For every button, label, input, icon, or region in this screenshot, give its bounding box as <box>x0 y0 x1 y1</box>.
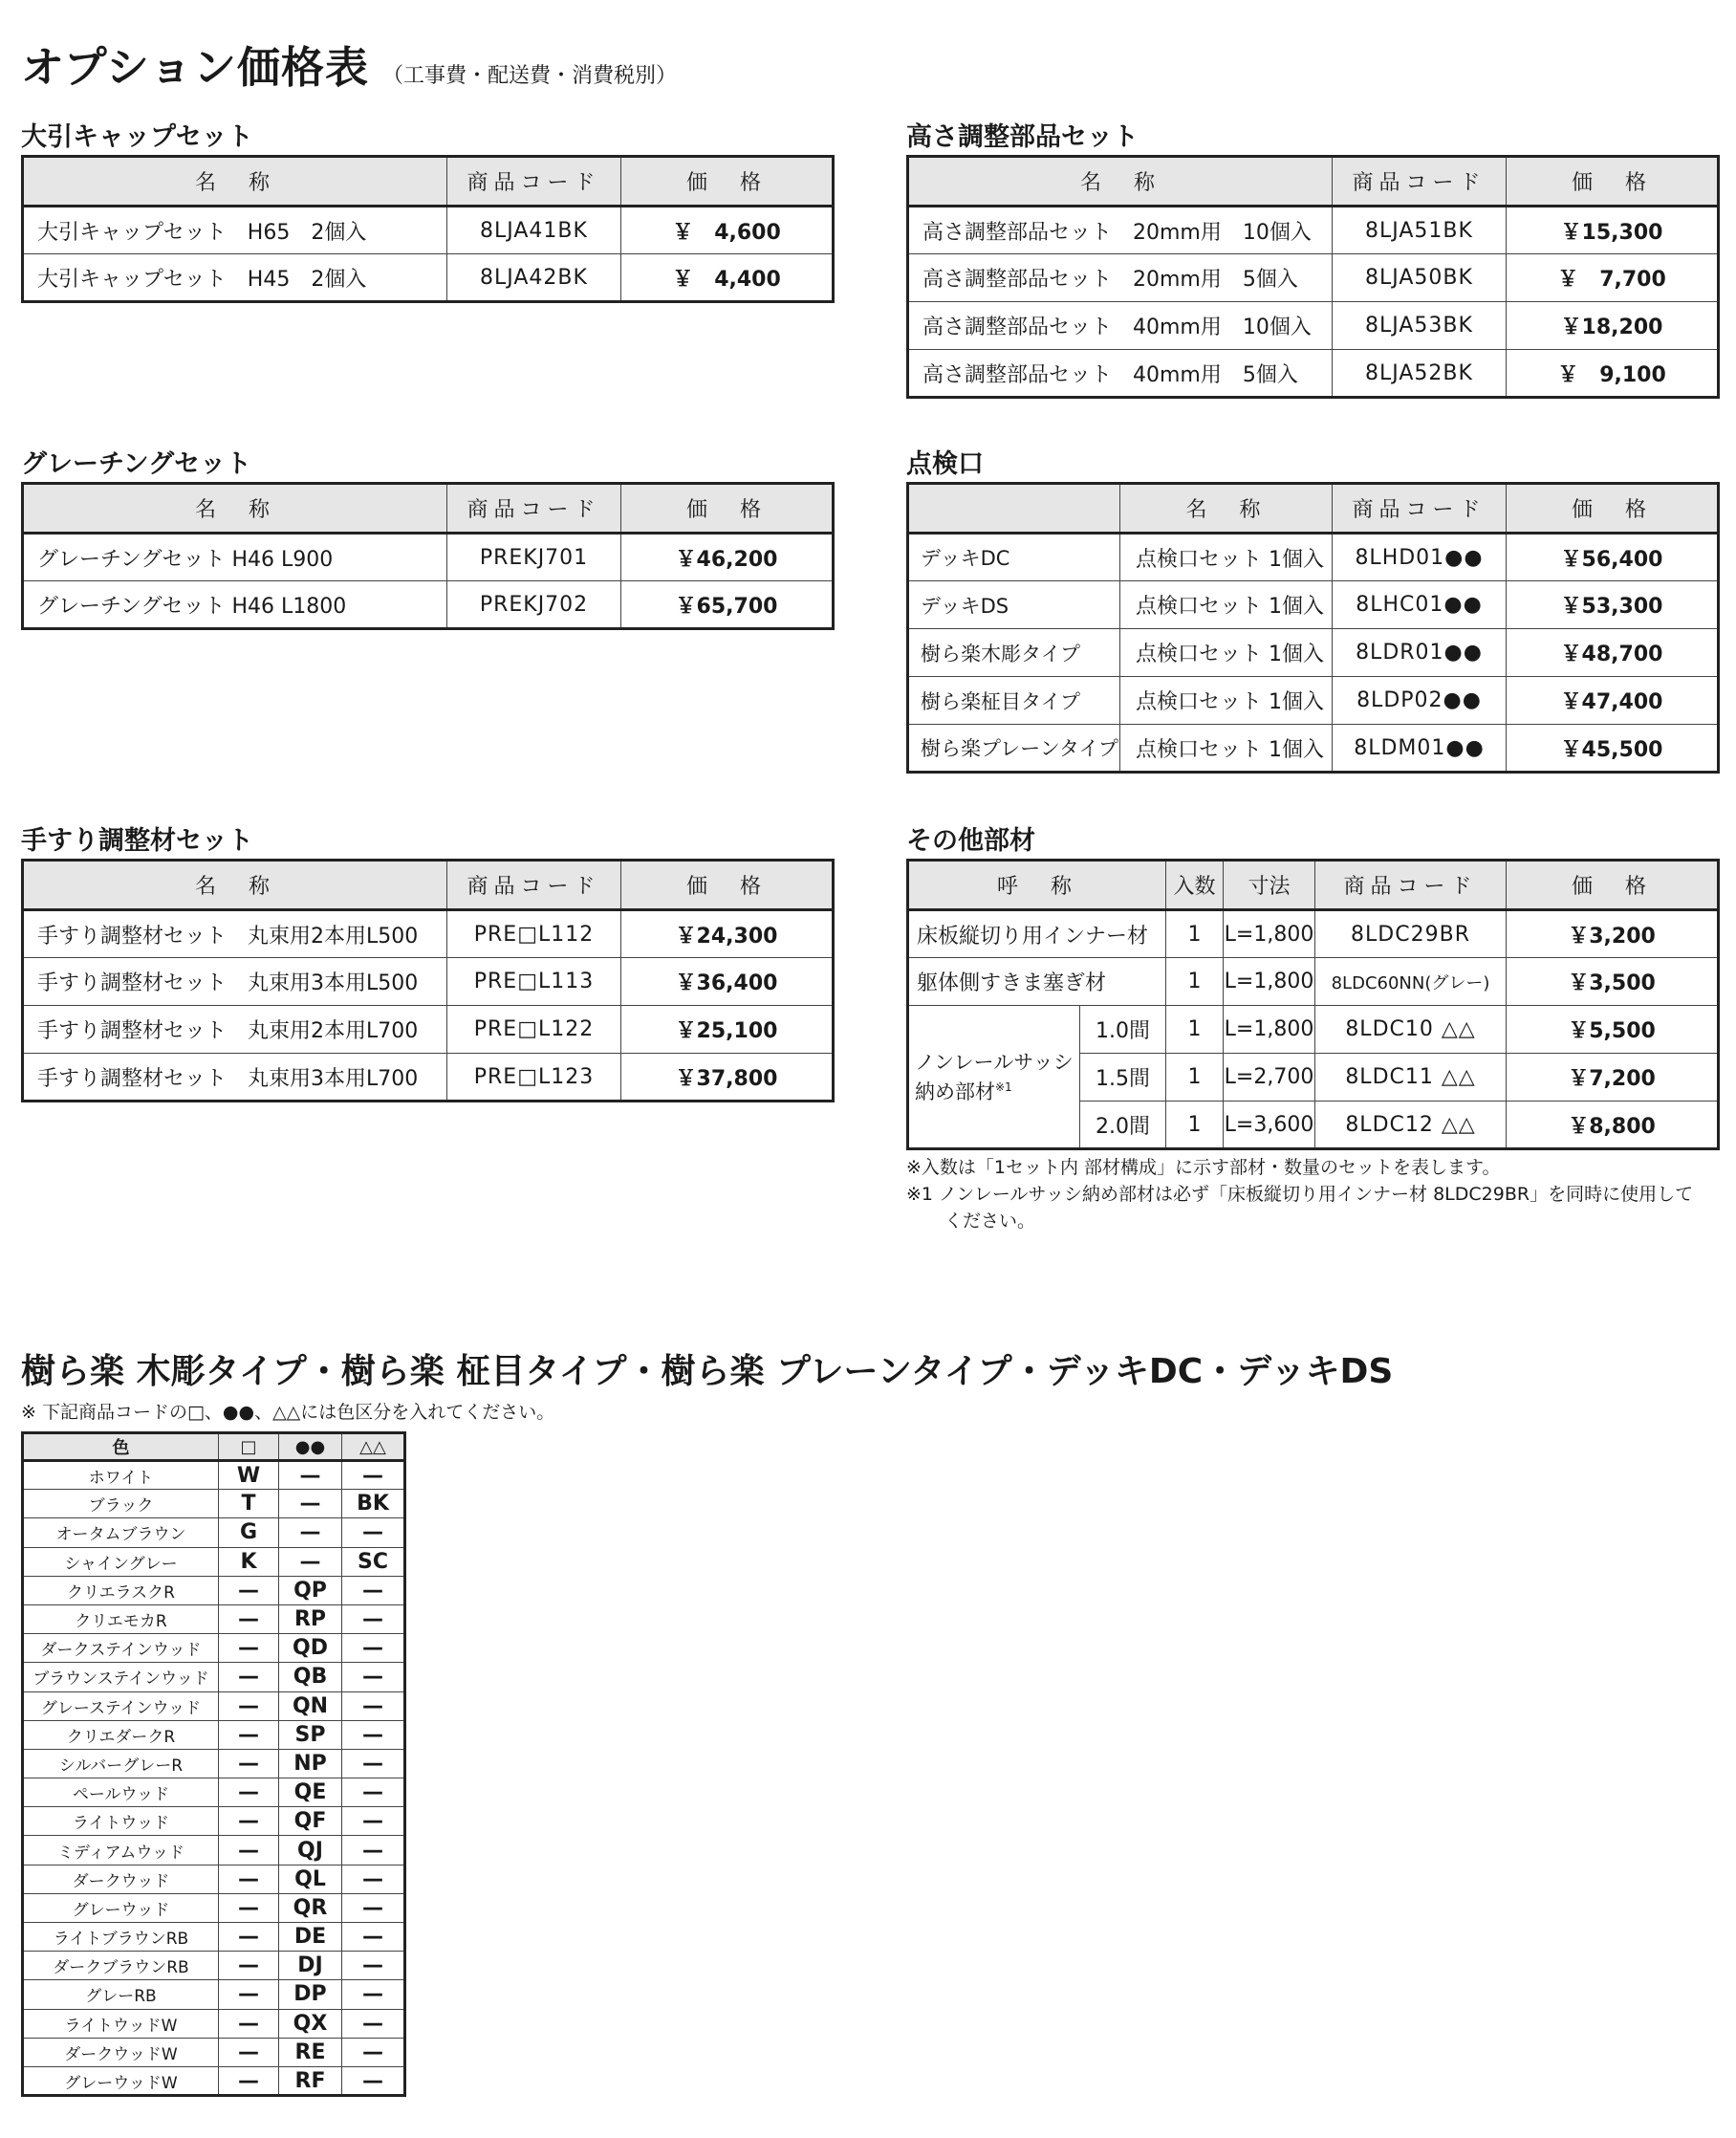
table-row <box>23 534 834 581</box>
col-header: 価 格 <box>621 484 834 534</box>
table-row <box>23 2038 405 2066</box>
page-subtitle: （工事費・配送費・消費税別） <box>381 64 677 88</box>
code-triangles: — <box>342 1778 405 1807</box>
table-row <box>908 629 1719 677</box>
item-code: 8LJA53BK <box>1333 302 1507 350</box>
item-name: 大引キャップセット H45 2個入 <box>23 254 447 302</box>
table-header-row <box>23 484 834 534</box>
col-header: 商品コード <box>447 861 621 910</box>
table-row <box>23 910 834 958</box>
code-square: — <box>219 1836 279 1865</box>
note-line: ※入数は「1セット内 部材構成」に示す部材・数量のセットを表します。 <box>906 1157 1501 1178</box>
code-square: — <box>219 1691 279 1720</box>
code-triangles: — <box>342 1518 405 1547</box>
code-square: — <box>219 1865 279 1893</box>
table-row <box>23 581 834 629</box>
table-row <box>23 1054 834 1102</box>
item-name: 点検口セット 1個入 <box>1120 629 1333 677</box>
item-type: 樹ら楽プレーンタイプ <box>908 725 1120 773</box>
col-header: 商品コード <box>447 157 621 207</box>
color-section-title: 樹ら楽 木彫タイプ・樹ら楽 柾目タイプ・樹ら楽 プレーンタイプ・デッキDC・デッキDS <box>21 1352 1394 1391</box>
item-code: 8LDC10 △△ <box>1315 1006 1507 1054</box>
item-price: ￥ 4,600 <box>621 207 834 254</box>
code-dots: RP <box>279 1604 342 1633</box>
code-triangles: — <box>342 2009 405 2038</box>
code-dots: QL <box>279 1865 342 1893</box>
table-header-row <box>23 861 834 910</box>
table-row <box>23 1663 405 1691</box>
item-name: 点検口セット 1個入 <box>1120 581 1333 629</box>
table-row <box>908 534 1719 581</box>
item-code: PREKJ702 <box>447 581 621 629</box>
col-header: ●● <box>279 1433 342 1461</box>
ohbiki-title: 大引キャップセット <box>21 122 253 152</box>
sonota-table <box>906 859 1720 1150</box>
color-name: ライトウッド <box>23 1807 219 1836</box>
tesuri-table <box>21 859 835 1102</box>
item-price: ￥18,200 <box>1507 302 1719 350</box>
col-header: 商品コード <box>1333 157 1507 207</box>
tenken-title: 点検口 <box>906 449 984 479</box>
color-name: シルバーグレーR <box>23 1749 219 1778</box>
item-price: ￥3,500 <box>1507 958 1719 1006</box>
code-dots: — <box>279 1518 342 1547</box>
item-code: 8LDC29BR <box>1315 910 1507 958</box>
col-header: 名 称 <box>23 157 447 207</box>
code-dots: QN <box>279 1691 342 1720</box>
table-row <box>23 207 834 254</box>
code-dots: QE <box>279 1778 342 1807</box>
code-triangles: BK <box>342 1490 405 1518</box>
item-qty: 1 <box>1166 1102 1224 1149</box>
item-code: 8LHD01●● <box>1333 534 1507 581</box>
table-row <box>908 581 1719 629</box>
col-header: 色 <box>23 1433 219 1461</box>
color-name: ブラウンステインウッド <box>23 1663 219 1691</box>
item-price: ￥45,500 <box>1507 725 1719 773</box>
code-triangles: SC <box>342 1547 405 1576</box>
code-square: — <box>219 1576 279 1604</box>
code-dots: QF <box>279 1807 342 1836</box>
code-square: — <box>219 1604 279 1633</box>
col-header: 商品コード <box>1333 484 1507 534</box>
item-price: ￥3,200 <box>1507 910 1719 958</box>
item-code: 8LJA42BK <box>447 254 621 302</box>
color-name: グレーRB <box>23 1980 219 2009</box>
item-code: 8LDC11 △△ <box>1315 1054 1507 1102</box>
code-triangles: — <box>342 1720 405 1749</box>
code-dots: QB <box>279 1663 342 1691</box>
item-code: 8LDM01●● <box>1333 725 1507 773</box>
code-dots: DJ <box>279 1952 342 1980</box>
table-row <box>23 1749 405 1778</box>
code-dots: QD <box>279 1634 342 1663</box>
code-triangles: — <box>342 1893 405 1922</box>
code-triangles: — <box>342 1923 405 1952</box>
table-row <box>23 1691 405 1720</box>
code-triangles: — <box>342 1604 405 1633</box>
table-row <box>23 1461 405 1490</box>
item-price: ￥15,300 <box>1507 207 1719 254</box>
color-name: ミディアムウッド <box>23 1836 219 1865</box>
table-header-row <box>908 157 1719 207</box>
table-header-row <box>23 157 834 207</box>
col-header: 名 称 <box>23 861 447 910</box>
table-row <box>23 1547 405 1576</box>
item-name: グレーチングセット H46 L900 <box>23 534 447 581</box>
note-line: ください。 <box>944 1211 1036 1232</box>
col-header: 価 格 <box>1507 157 1719 207</box>
color-name: ペールウッド <box>23 1778 219 1807</box>
table-row <box>908 207 1719 254</box>
col-header: 寸法 <box>1224 861 1315 910</box>
table-header-row <box>23 1433 405 1461</box>
table-header-row <box>908 861 1719 910</box>
code-triangles: — <box>342 1663 405 1691</box>
code-triangles: — <box>342 1576 405 1604</box>
code-dots: — <box>279 1547 342 1576</box>
table-row <box>23 958 834 1006</box>
col-header: 名 称 <box>23 484 447 534</box>
color-name: ダークブラウンRB <box>23 1952 219 1980</box>
table-row <box>23 1720 405 1749</box>
item-price: ￥65,700 <box>621 581 834 629</box>
item-size: L=1,800 <box>1224 1006 1315 1054</box>
code-square: — <box>219 1807 279 1836</box>
sonota-title: その他部材 <box>906 826 1035 856</box>
code-dots: — <box>279 1461 342 1490</box>
col-header: □ <box>219 1433 279 1461</box>
table-row <box>908 302 1719 350</box>
col-header <box>908 484 1120 534</box>
table-row <box>908 254 1719 302</box>
takasa-table <box>906 155 1720 399</box>
item-price: ￥53,300 <box>1507 581 1719 629</box>
code-triangles: — <box>342 1461 405 1490</box>
item-code: 8LJA52BK <box>1333 350 1507 398</box>
code-triangles: — <box>342 1980 405 2009</box>
item-code: 8LJA51BK <box>1333 207 1507 254</box>
item-code: PRE□L123 <box>447 1054 621 1102</box>
item-price: ￥46,200 <box>621 534 834 581</box>
code-dots: RF <box>279 2066 342 2095</box>
page-title: オプション価格表 （工事費・配送費・消費税別） <box>21 42 677 93</box>
item-size: L=1,800 <box>1224 910 1315 958</box>
item-price: ￥ 4,400 <box>621 254 834 302</box>
col-header: 呼 称 <box>908 861 1166 910</box>
color-name: ダークウッドW <box>23 2038 219 2066</box>
code-square: — <box>219 1893 279 1922</box>
item-code: 8LJA50BK <box>1333 254 1507 302</box>
table-row <box>908 725 1719 773</box>
group-label: ノンレールサッシ納め部材$^{※1}$ <box>908 1006 1080 1149</box>
table-row <box>23 1006 834 1054</box>
color-name: グレーウッド <box>23 1893 219 1922</box>
item-code: 8LJA41BK <box>447 207 621 254</box>
item-type: デッキDS <box>908 581 1120 629</box>
table-row <box>23 1952 405 1980</box>
item-name: 手すり調整材セット 丸束用3本用L700 <box>23 1054 447 1102</box>
code-triangles: — <box>342 1807 405 1836</box>
item-code: 8LHC01●● <box>1333 581 1507 629</box>
code-triangles: — <box>342 1865 405 1893</box>
table-row <box>23 254 834 302</box>
code-square: G <box>219 1518 279 1547</box>
item-price: ￥36,400 <box>621 958 834 1006</box>
item-price: ￥48,700 <box>1507 629 1719 677</box>
item-price: ￥47,400 <box>1507 677 1719 725</box>
table-row <box>23 1576 405 1604</box>
color-name: ダークステインウッド <box>23 1634 219 1663</box>
color-name: ライトブラウンRB <box>23 1923 219 1952</box>
code-triangles: — <box>342 1836 405 1865</box>
col-header: 価 格 <box>1507 484 1719 534</box>
item-name: 手すり調整材セット 丸束用2本用L500 <box>23 910 447 958</box>
col-header: 価 格 <box>621 861 834 910</box>
table-row <box>908 958 1719 1006</box>
item-qty: 1 <box>1166 1006 1224 1054</box>
item-size: L=2,700 <box>1224 1054 1315 1102</box>
item-price: ￥ 9,100 <box>1507 350 1719 398</box>
color-code-table <box>21 1431 406 2097</box>
col-header: 名 称 <box>908 157 1333 207</box>
tesuri-title: 手すり調整材セット <box>21 826 253 856</box>
item-code: 8LDR01●● <box>1333 629 1507 677</box>
color-name: クリエラスクR <box>23 1576 219 1604</box>
color-name: クリエダークR <box>23 1720 219 1749</box>
item-span: 2.0間 <box>1080 1102 1166 1149</box>
code-dots: QP <box>279 1576 342 1604</box>
code-dots: QJ <box>279 1836 342 1865</box>
code-dots: DE <box>279 1923 342 1952</box>
item-code: PRE□L112 <box>447 910 621 958</box>
table-row <box>23 1923 405 1952</box>
item-price: ￥7,200 <box>1507 1054 1719 1102</box>
item-code: 8LDC12 △△ <box>1315 1102 1507 1149</box>
color-name: グレーステインウッド <box>23 1691 219 1720</box>
table-row <box>23 1893 405 1922</box>
code-dots: — <box>279 1490 342 1518</box>
item-price: ￥24,300 <box>621 910 834 958</box>
item-qty: 1 <box>1166 910 1224 958</box>
col-header: 入数 <box>1166 861 1224 910</box>
item-name: 高さ調整部品セット 20mm用 10個入 <box>908 207 1333 254</box>
table-row <box>908 1006 1719 1054</box>
item-type: デッキDC <box>908 534 1120 581</box>
code-triangles: — <box>342 1952 405 1980</box>
color-name: オータムブラウン <box>23 1518 219 1547</box>
table-row <box>23 2066 405 2095</box>
tenken-table <box>906 482 1720 774</box>
item-code: PREKJ701 <box>447 534 621 581</box>
table-row <box>23 1865 405 1893</box>
color-name: ダークウッド <box>23 1865 219 1893</box>
item-size: L=3,600 <box>1224 1102 1315 1149</box>
item-name: 高さ調整部品セット 20mm用 5個入 <box>908 254 1333 302</box>
item-name: 点検口セット 1個入 <box>1120 725 1333 773</box>
color-name: ホワイト <box>23 1461 219 1490</box>
item-code: PRE□L122 <box>447 1006 621 1054</box>
table-row <box>23 1836 405 1865</box>
table-row <box>23 1807 405 1836</box>
color-name: クリエモカR <box>23 1604 219 1633</box>
item-price: ￥37,800 <box>621 1054 834 1102</box>
item-size: L=1,800 <box>1224 958 1315 1006</box>
table-row <box>908 910 1719 958</box>
code-dots: QR <box>279 1893 342 1922</box>
takasa-title: 高さ調整部品セット <box>906 122 1139 152</box>
item-price: ￥5,500 <box>1507 1006 1719 1054</box>
code-triangles: — <box>342 2038 405 2066</box>
code-dots: SP <box>279 1720 342 1749</box>
color-code-note: ※ 下記商品コードの□、●●、△△には色区分を入れてください。 <box>21 1402 555 1423</box>
col-header: 名 称 <box>1120 484 1333 534</box>
item-type: 樹ら楽木彫タイプ <box>908 629 1120 677</box>
color-name: ライトウッドW <box>23 2009 219 2038</box>
table-row <box>908 350 1719 398</box>
table-row <box>23 1518 405 1547</box>
table-row <box>23 1980 405 2009</box>
color-name: ブラック <box>23 1490 219 1518</box>
code-square: T <box>219 1490 279 1518</box>
item-name: 点検口セット 1個入 <box>1120 534 1333 581</box>
code-square: W <box>219 1461 279 1490</box>
table-header-row <box>908 484 1719 534</box>
table-row <box>23 2009 405 2038</box>
code-square: — <box>219 2066 279 2095</box>
table-row <box>23 1490 405 1518</box>
code-triangles: — <box>342 1634 405 1663</box>
item-type: 樹ら楽柾目タイプ <box>908 677 1120 725</box>
code-triangles: — <box>342 2066 405 2095</box>
color-name: シャイングレー <box>23 1547 219 1576</box>
note-line: ※1 ノンレールサッシ納め部材は必ず「床板縦切り用インナー材 8LDC29BR」を同時に使用して <box>906 1184 1694 1205</box>
code-square: — <box>219 1720 279 1749</box>
code-square: — <box>219 1749 279 1778</box>
col-header: 価 格 <box>621 157 834 207</box>
code-dots: RE <box>279 2038 342 2066</box>
item-name: 手すり調整材セット 丸束用3本用L500 <box>23 958 447 1006</box>
item-code: 8LDP02●● <box>1333 677 1507 725</box>
code-square: — <box>219 1778 279 1807</box>
table-row <box>908 677 1719 725</box>
item-name: 床板縦切り用インナー材 <box>908 910 1166 958</box>
code-dots: DP <box>279 1980 342 2009</box>
col-header: △△ <box>342 1433 405 1461</box>
item-name: グレーチングセット H46 L1800 <box>23 581 447 629</box>
item-name: 大引キャップセット H65 2個入 <box>23 207 447 254</box>
item-qty: 1 <box>1166 958 1224 1006</box>
group-mark: ※1 <box>995 1080 1012 1094</box>
item-span: 1.0間 <box>1080 1006 1166 1054</box>
code-dots: QX <box>279 2009 342 2038</box>
grating-table <box>21 482 835 630</box>
code-triangles: — <box>342 1749 405 1778</box>
item-code: 8LDC60NN(グレー) <box>1315 958 1507 1006</box>
code-square: K <box>219 1547 279 1576</box>
item-code: PRE□L113 <box>447 958 621 1006</box>
code-dots: NP <box>279 1749 342 1778</box>
col-header: 価 格 <box>1507 861 1719 910</box>
item-price: ￥56,400 <box>1507 534 1719 581</box>
item-price: ￥ 7,700 <box>1507 254 1719 302</box>
item-name: 点検口セット 1個入 <box>1120 677 1333 725</box>
item-name: 高さ調整部品セット 40mm用 10個入 <box>908 302 1333 350</box>
code-square: — <box>219 1923 279 1952</box>
item-qty: 1 <box>1166 1054 1224 1102</box>
item-name: 手すり調整材セット 丸束用2本用L700 <box>23 1006 447 1054</box>
grating-title: グレーチングセット <box>21 449 252 479</box>
sonota-notes <box>906 1154 1693 1234</box>
item-name: 高さ調整部品セット 40mm用 5個入 <box>908 350 1333 398</box>
table-row <box>23 1634 405 1663</box>
color-name: グレーウッドW <box>23 2066 219 2095</box>
code-square: — <box>219 1980 279 2009</box>
item-price: ￥25,100 <box>621 1006 834 1054</box>
code-square: — <box>219 1952 279 1980</box>
table-row <box>23 1778 405 1807</box>
table-row <box>23 1604 405 1633</box>
col-header: 商品コード <box>1315 861 1507 910</box>
item-name: 躯体側すきま塞ぎ材 <box>908 958 1166 1006</box>
ohbiki-table <box>21 155 835 303</box>
code-triangles: — <box>342 1691 405 1720</box>
code-square: — <box>219 1663 279 1691</box>
col-header: 商品コード <box>447 484 621 534</box>
item-price: ￥8,800 <box>1507 1102 1719 1149</box>
code-square: — <box>219 2038 279 2066</box>
code-square: — <box>219 1634 279 1663</box>
item-span: 1.5間 <box>1080 1054 1166 1102</box>
code-square: — <box>219 2009 279 2038</box>
